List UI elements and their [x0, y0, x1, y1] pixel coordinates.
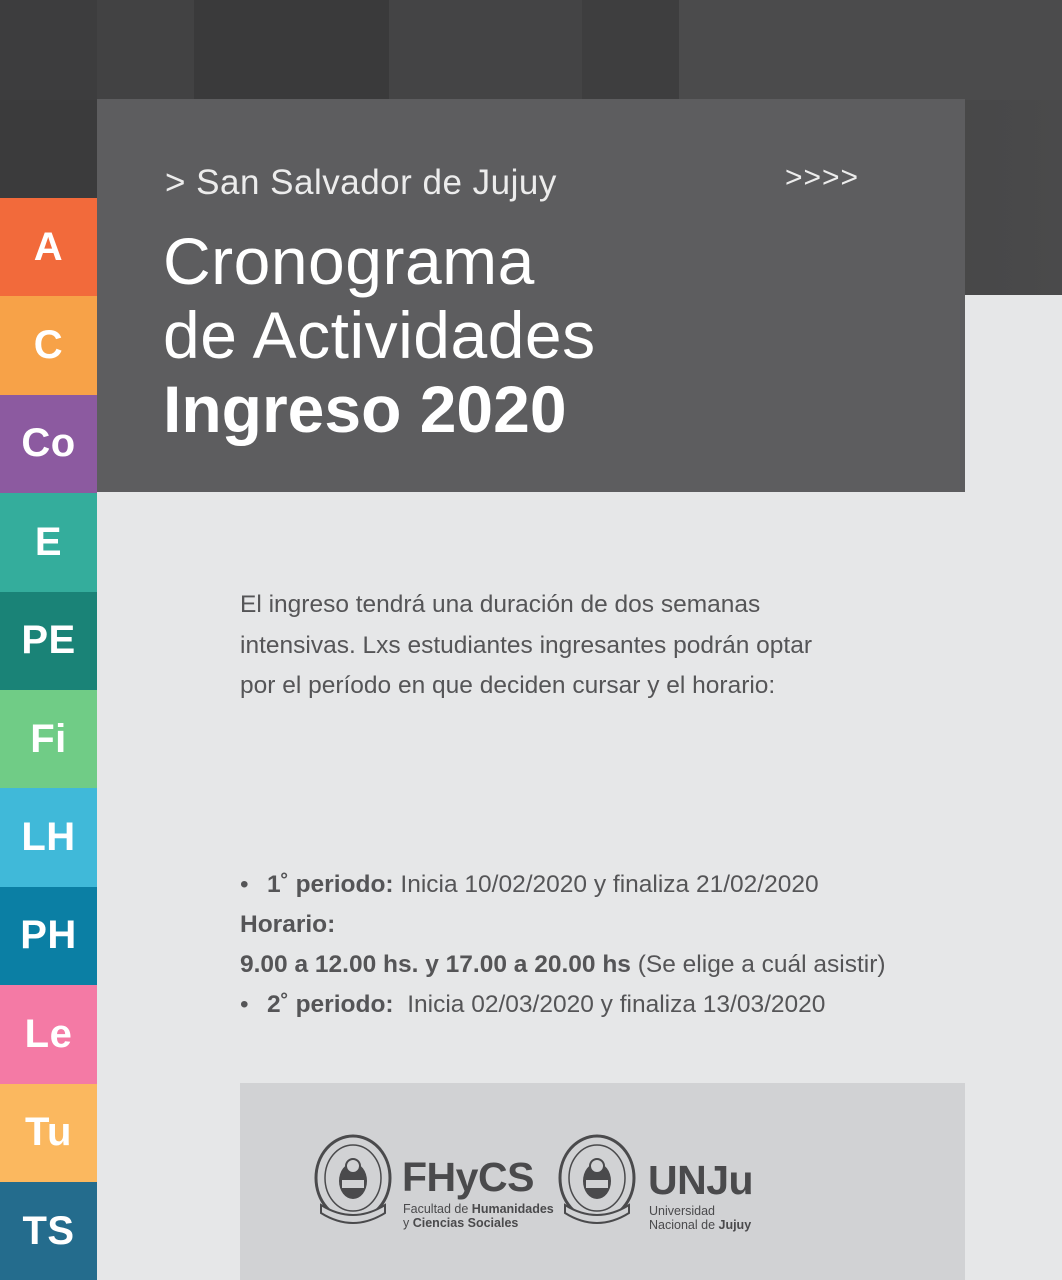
sidebar-item-le: Le — [0, 985, 97, 1083]
title-line-2: de Actividades — [163, 298, 596, 372]
schedule-note: (Se elige a cuál asistir) — [630, 951, 886, 978]
sidebar-item-tu: Tu — [0, 1084, 97, 1182]
unju-name: UNJu — [648, 1157, 754, 1203]
title-line-3: Ingreso 2020 — [163, 372, 567, 446]
period-1-dates: Inicia 10/02/2020 y finaliza 21/02/2020 — [393, 870, 819, 898]
period-1-label: 1˚ periodo: — [267, 870, 394, 898]
career-sidebar — [0, 198, 97, 1280]
schedule-hours: 9.00 a 12.00 hs. y 17.00 a 20.00 hs — [240, 951, 631, 978]
sidebar-item-c: C — [0, 296, 97, 394]
fhycs-sub-bold-1: Humanidades — [471, 1202, 554, 1216]
intro-line-3: por el período en que deciden cursar y el horario: — [240, 672, 776, 699]
bullet-icon: • — [240, 990, 249, 1018]
intro-line-2: intensivas. Lxs estudiantes ingresantes podrán optar — [240, 631, 813, 659]
period-1-item — [240, 865, 980, 905]
schedule-text — [240, 945, 886, 985]
sidebar-item-ph: PH — [0, 887, 97, 985]
unju-sub-text-1: Universidad — [649, 1204, 716, 1218]
location-label: > San Salvador de Jujuy — [165, 163, 557, 202]
sidebar-item-pe: PE — [0, 592, 97, 690]
fhycs-sub-text-1: Facultad de — [403, 1202, 472, 1216]
schedule-title: Horario: — [240, 911, 336, 938]
unju-seal-icon — [557, 1133, 637, 1233]
unju-sub-text-2: Nacional de — [649, 1218, 719, 1232]
sidebar-item-co: Co — [0, 395, 97, 493]
sidebar-item-lh: LH — [0, 788, 97, 886]
title-line-1: Cronograma — [163, 224, 535, 298]
fhycs-sub-text-2: y — [403, 1216, 413, 1230]
sidebar-item-fi: Fi — [0, 690, 97, 788]
fhycs-subtitle — [403, 1202, 554, 1230]
fhycs-name: FHyCS — [402, 1154, 534, 1200]
unju-sub-bold-2: Jujuy — [718, 1218, 752, 1232]
arrows-decoration: >>>> — [785, 161, 860, 194]
fhycs-sub-bold-2: Ciencias Sociales — [412, 1216, 519, 1230]
content-section — [240, 585, 980, 1018]
period-2-item — [240, 985, 980, 1025]
sidebar-item-a: A — [0, 198, 97, 296]
sidebar-item-e: E — [0, 493, 97, 591]
footer-logos — [240, 1083, 965, 1280]
bullet-icon: • — [240, 870, 249, 898]
intro-line-1: El ingreso tendrá una duración de dos semanas — [240, 591, 761, 618]
period-2-dates: Inicia 02/03/2020 y finaliza 13/03/2020 — [393, 990, 826, 1018]
sidebar-item-ts: TS — [0, 1182, 97, 1280]
intro-paragraph — [240, 585, 980, 707]
period-2-label: 2˚ periodo: — [267, 990, 394, 1018]
fhycs-seal-icon — [313, 1133, 393, 1233]
hero-panel — [97, 99, 965, 492]
sidebar-top-block — [0, 100, 97, 198]
unju-subtitle — [649, 1204, 751, 1232]
